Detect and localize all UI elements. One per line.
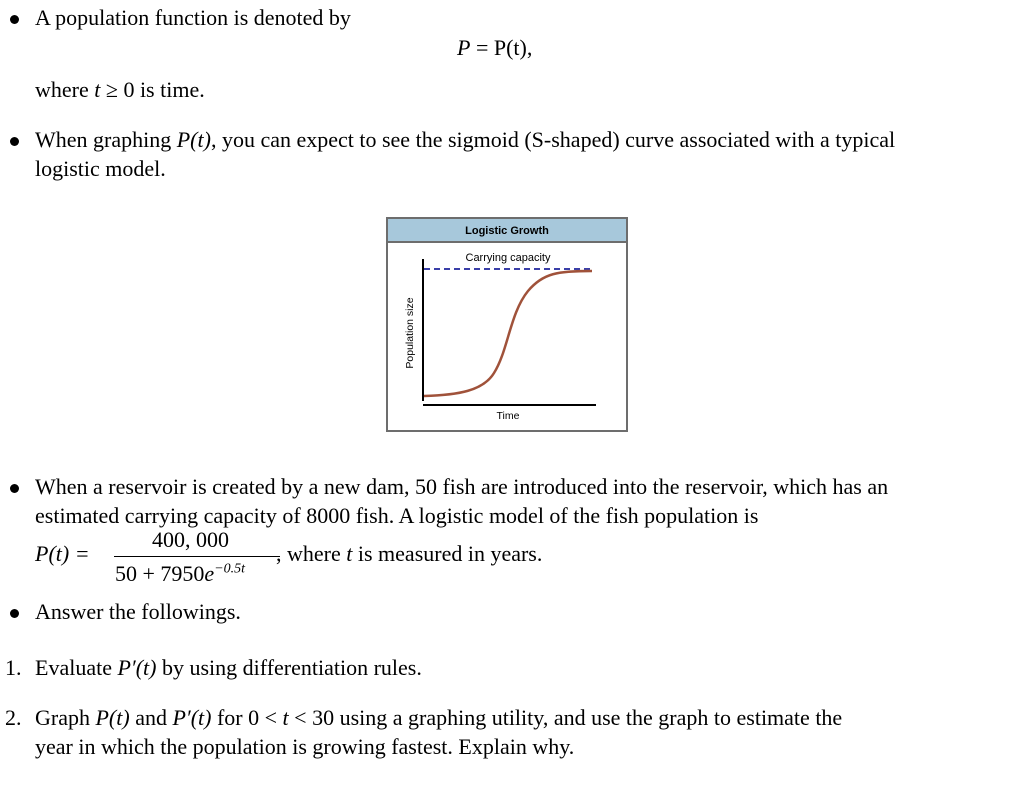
denominator: 50 + 7950 — [115, 561, 205, 586]
question-1 — [5, 655, 22, 681]
denominator-exponent: −0.5t — [214, 561, 246, 577]
q2-number: 2. — [5, 705, 22, 730]
b2-function: P(t) — [176, 127, 211, 152]
equation-p-of-t — [457, 35, 532, 61]
q2-line2-text: year in which the population is growing fastest. Explain why. — [35, 734, 575, 759]
q2-function-2: P′(t) — [172, 705, 212, 730]
bullet-4-text — [35, 599, 241, 625]
bullet-3-line-1 — [35, 474, 888, 500]
question-2 — [5, 705, 22, 731]
numerator: 400, 000 — [152, 527, 229, 552]
b2-text-b: , you can expect to see the sigmoid (S-shaped) curve associated with a typical — [210, 127, 896, 152]
model-lhs: P(t) = — [35, 541, 90, 566]
eq-lhs: P — [457, 35, 471, 60]
bullet-1-where — [35, 77, 205, 103]
b3-line1-text: When a reservoir is created by a new dam, 50 fish are introduced into the reservoir, which has an — [35, 474, 889, 499]
t-var: t — [346, 541, 353, 566]
question-1-text — [35, 655, 422, 681]
bullet-1-label: A population function is denoted by — [35, 5, 351, 30]
question-2-line-1 — [35, 705, 842, 731]
question-2-line-2 — [35, 734, 574, 760]
t-condition: ≥ 0 is time. — [100, 77, 205, 102]
y-axis-label: Population size — [404, 297, 416, 369]
fraction-denominator — [115, 561, 245, 587]
carrying-capacity-label: Carrying capacity — [465, 252, 551, 264]
figure-title: Logistic Growth — [388, 219, 626, 243]
denominator-e: e — [204, 561, 215, 586]
x-axis-label: Time — [496, 410, 520, 422]
t-var: t — [94, 77, 101, 102]
bullet-3-line-2 — [35, 503, 758, 529]
q1-function: P′(t) — [117, 655, 157, 680]
q1-number: 1. — [5, 655, 22, 680]
logistic-growth-figure — [386, 217, 628, 432]
model-tail — [276, 541, 542, 567]
logistic-model-lhs — [35, 541, 90, 567]
where-text: where — [35, 77, 95, 102]
bullet-marker — [10, 484, 19, 493]
q2-function-1: P(t) — [95, 705, 130, 730]
fraction-numerator — [152, 527, 229, 553]
q1-text-b: by using differentiation rules. — [156, 655, 422, 680]
sigmoid-curve — [424, 271, 592, 396]
logistic-graph — [388, 243, 626, 430]
bullet-marker — [10, 137, 19, 146]
b2-line2-text: logistic model. — [35, 156, 166, 181]
b2-text-a: When graphing — [35, 127, 177, 152]
q1-text-a: Evaluate — [35, 655, 118, 680]
q2-and: and — [129, 705, 173, 730]
q2-text-a: Graph — [35, 705, 96, 730]
measured-text: is measured in years. — [352, 541, 543, 566]
bullet-marker — [10, 15, 19, 24]
bullet-2-line-2 — [35, 156, 166, 182]
q2-range-a: for 0 < — [211, 705, 283, 730]
q2-range-b: < 30 using a graphing utility, and use the graph to estimate the — [288, 705, 843, 730]
where-word: where — [281, 541, 347, 566]
b4-text: Answer the followings. — [35, 599, 241, 624]
bullet-marker — [10, 609, 19, 618]
b3-line2-text: estimated carrying capacity of 8000 fish. A logistic model of the fish population is — [35, 503, 759, 528]
fraction-bar — [114, 556, 280, 557]
q2-t-var: t — [282, 705, 289, 730]
comma: , — [276, 541, 282, 566]
eq-rhs: = P(t), — [470, 35, 533, 60]
bullet-1-text — [35, 5, 351, 31]
bullet-2-line-1 — [35, 127, 895, 153]
